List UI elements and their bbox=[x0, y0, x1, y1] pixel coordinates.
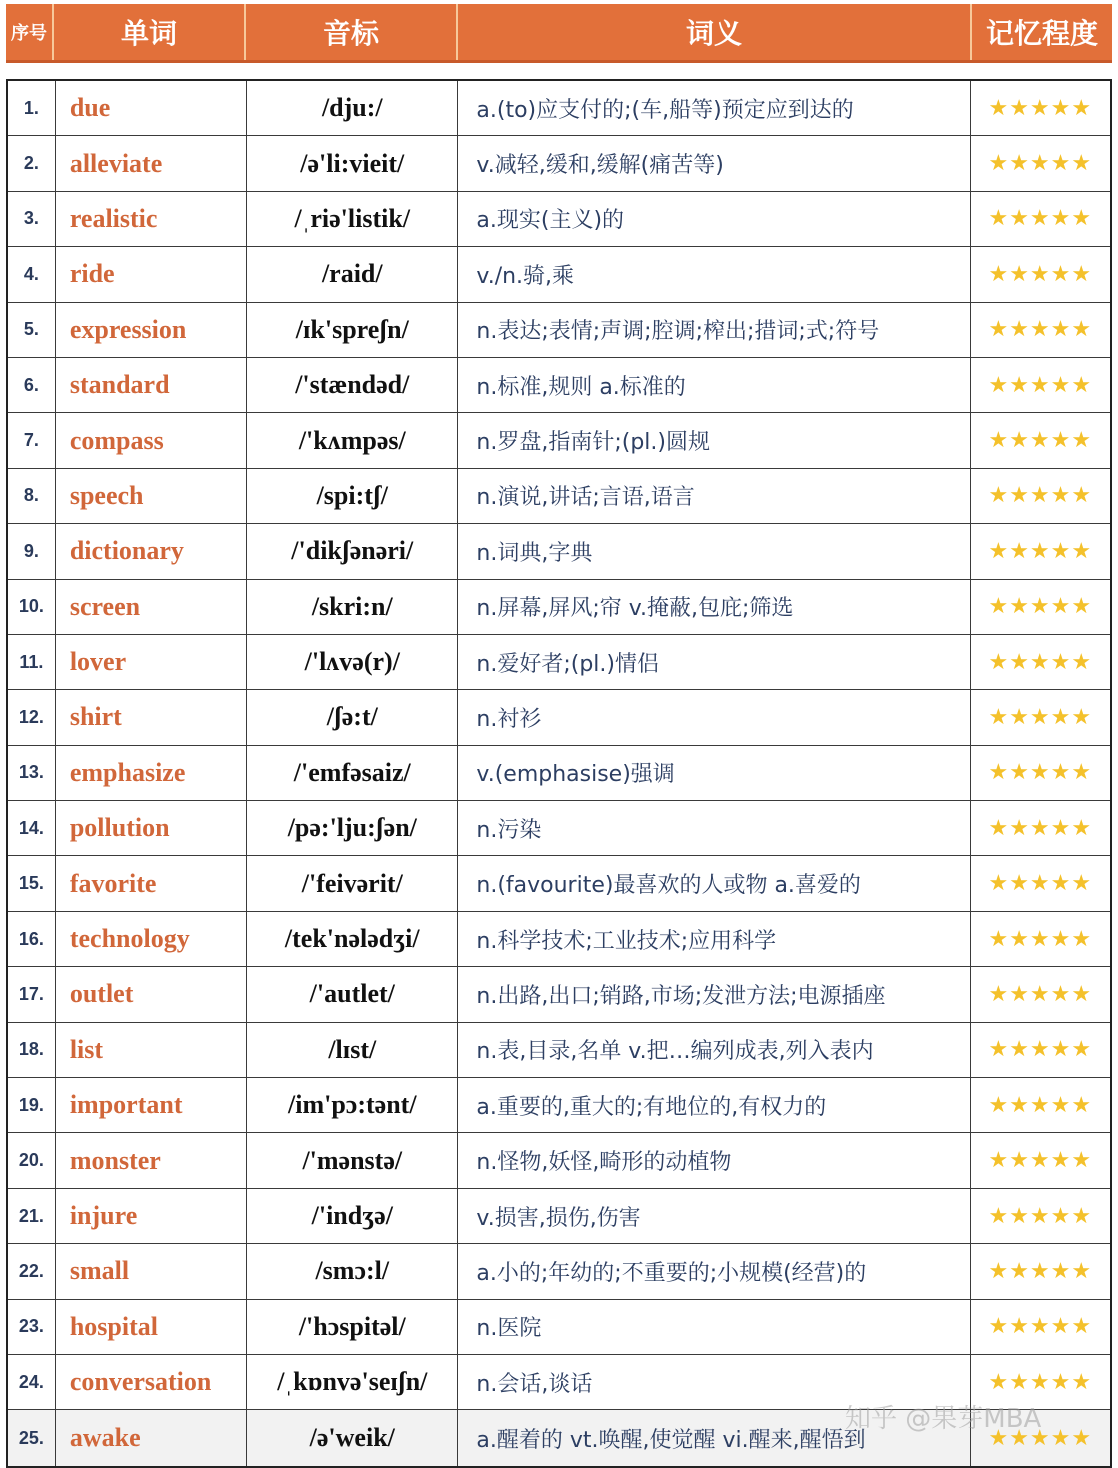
row-phonetic: /im'pɔ:tənt/ bbox=[247, 1078, 458, 1132]
row-memory-stars: ★★★★★ bbox=[988, 1369, 1093, 1395]
row-word: alleviate bbox=[56, 136, 247, 190]
row-memory-stars: ★★★★★ bbox=[988, 1037, 1093, 1063]
table-row bbox=[8, 635, 1110, 690]
row-meaning: n.爱好者;(pl.)情侣 bbox=[458, 635, 970, 689]
row-number: 6. bbox=[8, 358, 56, 412]
row-number: 2. bbox=[8, 136, 56, 190]
row-word: injure bbox=[56, 1189, 247, 1243]
row-meaning: n.医院 bbox=[458, 1300, 970, 1354]
table-row bbox=[8, 192, 1110, 247]
row-phonetic: /ə'weik/ bbox=[247, 1410, 458, 1465]
row-meaning: v.减轻,缓和,缓解(痛苦等) bbox=[458, 136, 970, 190]
row-phonetic: /'mənstə/ bbox=[247, 1133, 458, 1187]
row-memory-stars: ★★★★★ bbox=[988, 1148, 1093, 1174]
row-phonetic: /ˌkɒnvə'seɪʃn/ bbox=[247, 1355, 458, 1409]
row-word: technology bbox=[56, 912, 247, 966]
row-memory-stars: ★★★★★ bbox=[988, 261, 1093, 287]
watermark: 知乎 @果芽MBA bbox=[845, 1404, 1042, 1434]
row-phonetic: /'emfəsaiz/ bbox=[247, 746, 458, 800]
row-phonetic: /ʃə:t/ bbox=[247, 690, 458, 744]
header-memory: 记忆程度 bbox=[985, 17, 1098, 50]
row-meaning: n.(favourite)最喜欢的人或物 a.喜爱的 bbox=[458, 856, 970, 910]
row-meaning: n.罗盘,指南针;(pl.)圆规 bbox=[458, 413, 970, 467]
table-row bbox=[8, 1078, 1110, 1133]
row-word: lover bbox=[56, 635, 247, 689]
row-meaning: n.表达;表情;声调;腔调;榨出;措词;式;符号 bbox=[458, 303, 970, 357]
table-row bbox=[8, 746, 1110, 801]
row-phonetic: /'stændəd/ bbox=[247, 358, 458, 412]
row-meaning: v.损害,损伤,伤害 bbox=[458, 1189, 970, 1243]
row-memory-stars: ★★★★★ bbox=[988, 981, 1093, 1007]
row-memory-stars: ★★★★★ bbox=[988, 1425, 1093, 1451]
row-phonetic: /skri:n/ bbox=[247, 580, 458, 634]
row-phonetic: /spi:tʃ/ bbox=[247, 469, 458, 523]
table-row bbox=[8, 967, 1110, 1022]
row-meaning: n.演说,讲话;言语,语言 bbox=[458, 469, 970, 523]
row-number: 20. bbox=[8, 1133, 56, 1187]
row-number: 16. bbox=[8, 912, 56, 966]
table-row bbox=[8, 413, 1110, 468]
header-phonetic: 音标 bbox=[246, 4, 458, 60]
row-meaning: n.表,目录,名单 v.把…编列成表,列入表内 bbox=[458, 1023, 970, 1077]
row-meaning: n.科学技术;工业技术;应用科学 bbox=[458, 912, 970, 966]
row-meaning: v.(emphasise)强调 bbox=[458, 746, 970, 800]
row-word: awake bbox=[56, 1410, 247, 1465]
header-word: 单词 bbox=[54, 4, 246, 60]
row-meaning: v./n.骑,乘 bbox=[458, 247, 970, 301]
row-word: shirt bbox=[56, 690, 247, 744]
row-phonetic: /lɪst/ bbox=[247, 1023, 458, 1077]
row-word: expression bbox=[56, 303, 247, 357]
vocabulary-table bbox=[6, 4, 1112, 1468]
row-word: outlet bbox=[56, 967, 247, 1021]
row-word: pollution bbox=[56, 801, 247, 855]
row-memory-stars: ★★★★★ bbox=[988, 428, 1093, 454]
row-word: hospital bbox=[56, 1300, 247, 1354]
table-row bbox=[8, 136, 1110, 191]
row-word: dictionary bbox=[56, 524, 247, 578]
row-memory-stars: ★★★★★ bbox=[988, 1314, 1093, 1340]
table-row bbox=[8, 469, 1110, 524]
row-phonetic: /ˌriə'listik/ bbox=[247, 192, 458, 246]
row-memory-stars: ★★★★★ bbox=[988, 372, 1093, 398]
row-number: 15. bbox=[8, 856, 56, 910]
table-row bbox=[8, 1300, 1110, 1355]
row-phonetic: /tek'nələdʒi/ bbox=[247, 912, 458, 966]
row-phonetic: /'kʌmpəs/ bbox=[247, 413, 458, 467]
row-word: standard bbox=[56, 358, 247, 412]
row-memory-stars: ★★★★★ bbox=[988, 317, 1093, 343]
table-header bbox=[6, 4, 1112, 63]
row-number: 1. bbox=[8, 81, 56, 135]
row-memory-stars: ★★★★★ bbox=[988, 538, 1093, 564]
row-memory-stars: ★★★★★ bbox=[988, 1092, 1093, 1118]
row-meaning: a.(to)应支付的;(车,船等)预定应到达的 bbox=[458, 81, 970, 135]
row-word: screen bbox=[56, 580, 247, 634]
row-word: ride bbox=[56, 247, 247, 301]
row-number: 11. bbox=[8, 635, 56, 689]
table-row bbox=[8, 247, 1110, 302]
row-memory-stars: ★★★★★ bbox=[988, 206, 1093, 232]
row-word: emphasize bbox=[56, 746, 247, 800]
row-number: 14. bbox=[8, 801, 56, 855]
table-row bbox=[8, 303, 1110, 358]
row-meaning: n.会话,谈话 bbox=[458, 1355, 970, 1409]
row-phonetic: /pə:'lju:ʃən/ bbox=[247, 801, 458, 855]
row-memory-stars: ★★★★★ bbox=[988, 594, 1093, 620]
row-memory-stars: ★★★★★ bbox=[988, 1203, 1093, 1229]
table-row bbox=[8, 1244, 1110, 1299]
row-memory-stars: ★★★★★ bbox=[988, 815, 1093, 841]
row-number: 4. bbox=[8, 247, 56, 301]
row-number: 5. bbox=[8, 303, 56, 357]
row-number: 19. bbox=[8, 1078, 56, 1132]
row-phonetic: /'hɔspitəl/ bbox=[247, 1300, 458, 1354]
row-phonetic: /raid/ bbox=[247, 247, 458, 301]
table-row bbox=[8, 580, 1110, 635]
table-row bbox=[8, 1189, 1110, 1244]
row-word: conversation bbox=[56, 1355, 247, 1409]
row-number: 12. bbox=[8, 690, 56, 744]
row-number: 18. bbox=[8, 1023, 56, 1077]
header-meaning: 词义 bbox=[458, 4, 972, 60]
row-memory-stars: ★★★★★ bbox=[988, 151, 1093, 177]
row-word: compass bbox=[56, 413, 247, 467]
row-meaning: n.怪物,妖怪,畸形的动植物 bbox=[458, 1133, 970, 1187]
row-memory-stars: ★★★★★ bbox=[988, 926, 1093, 952]
row-number: 23. bbox=[8, 1300, 56, 1354]
row-phonetic: /ɪk'spreʃn/ bbox=[247, 303, 458, 357]
row-memory-stars: ★★★★★ bbox=[988, 649, 1093, 675]
table-row bbox=[8, 801, 1110, 856]
row-number: 24. bbox=[8, 1355, 56, 1409]
row-meaning: a.醒着的 vt.唤醒,使觉醒 vi.醒来,醒悟到 bbox=[458, 1410, 970, 1465]
row-number: 8. bbox=[8, 469, 56, 523]
row-phonetic: /ə'li:vieit/ bbox=[247, 136, 458, 190]
row-meaning: n.出路,出口;销路,市场;发泄方法;电源插座 bbox=[458, 967, 970, 1021]
row-memory-stars: ★★★★★ bbox=[988, 760, 1093, 786]
row-number: 3. bbox=[8, 192, 56, 246]
row-number: 25. bbox=[8, 1410, 56, 1465]
row-word: favorite bbox=[56, 856, 247, 910]
row-number: 21. bbox=[8, 1189, 56, 1243]
row-phonetic: /smɔ:l/ bbox=[247, 1244, 458, 1298]
table-row bbox=[8, 524, 1110, 579]
row-number: 10. bbox=[8, 580, 56, 634]
row-word: due bbox=[56, 81, 247, 135]
row-meaning: n.屏幕,屏风;帘 v.掩蔽,包庇;筛选 bbox=[458, 580, 970, 634]
table-row bbox=[8, 81, 1110, 136]
header-no: 序号 bbox=[6, 4, 54, 60]
row-word: speech bbox=[56, 469, 247, 523]
row-meaning: a.重要的,重大的;有地位的,有权力的 bbox=[458, 1078, 970, 1132]
row-meaning: a.现实(主义)的 bbox=[458, 192, 970, 246]
row-number: 17. bbox=[8, 967, 56, 1021]
row-meaning: n.词典,字典 bbox=[458, 524, 970, 578]
row-word: list bbox=[56, 1023, 247, 1077]
row-meaning: n.衬衫 bbox=[458, 690, 970, 744]
table-row bbox=[8, 358, 1110, 413]
row-number: 22. bbox=[8, 1244, 56, 1298]
row-meaning: n.标准,规则 a.标准的 bbox=[458, 358, 970, 412]
row-memory-stars: ★★★★★ bbox=[988, 1258, 1093, 1284]
row-meaning: a.小的;年幼的;不重要的;小规模(经营)的 bbox=[458, 1244, 970, 1298]
row-phonetic: /'feivərit/ bbox=[247, 856, 458, 910]
row-memory-stars: ★★★★★ bbox=[988, 871, 1093, 897]
row-phonetic: /'lʌvə(r)/ bbox=[247, 635, 458, 689]
table-body bbox=[6, 79, 1112, 1468]
table-row bbox=[8, 856, 1110, 911]
row-meaning: n.污染 bbox=[458, 801, 970, 855]
table-row bbox=[8, 1133, 1110, 1188]
row-word: small bbox=[56, 1244, 247, 1298]
row-word: realistic bbox=[56, 192, 247, 246]
row-number: 9. bbox=[8, 524, 56, 578]
row-memory-stars: ★★★★★ bbox=[988, 483, 1093, 509]
row-memory-stars: ★★★★★ bbox=[988, 704, 1093, 730]
table-row bbox=[8, 690, 1110, 745]
table-row bbox=[8, 912, 1110, 967]
row-memory-stars: ★★★★★ bbox=[988, 95, 1093, 121]
row-number: 13. bbox=[8, 746, 56, 800]
table-row bbox=[8, 1023, 1110, 1078]
row-phonetic: /'autlet/ bbox=[247, 967, 458, 1021]
row-word: monster bbox=[56, 1133, 247, 1187]
row-phonetic: /dju:/ bbox=[247, 81, 458, 135]
row-word: important bbox=[56, 1078, 247, 1132]
row-phonetic: /'dikʃənəri/ bbox=[247, 524, 458, 578]
row-number: 7. bbox=[8, 413, 56, 467]
row-phonetic: /'indʒə/ bbox=[247, 1189, 458, 1243]
